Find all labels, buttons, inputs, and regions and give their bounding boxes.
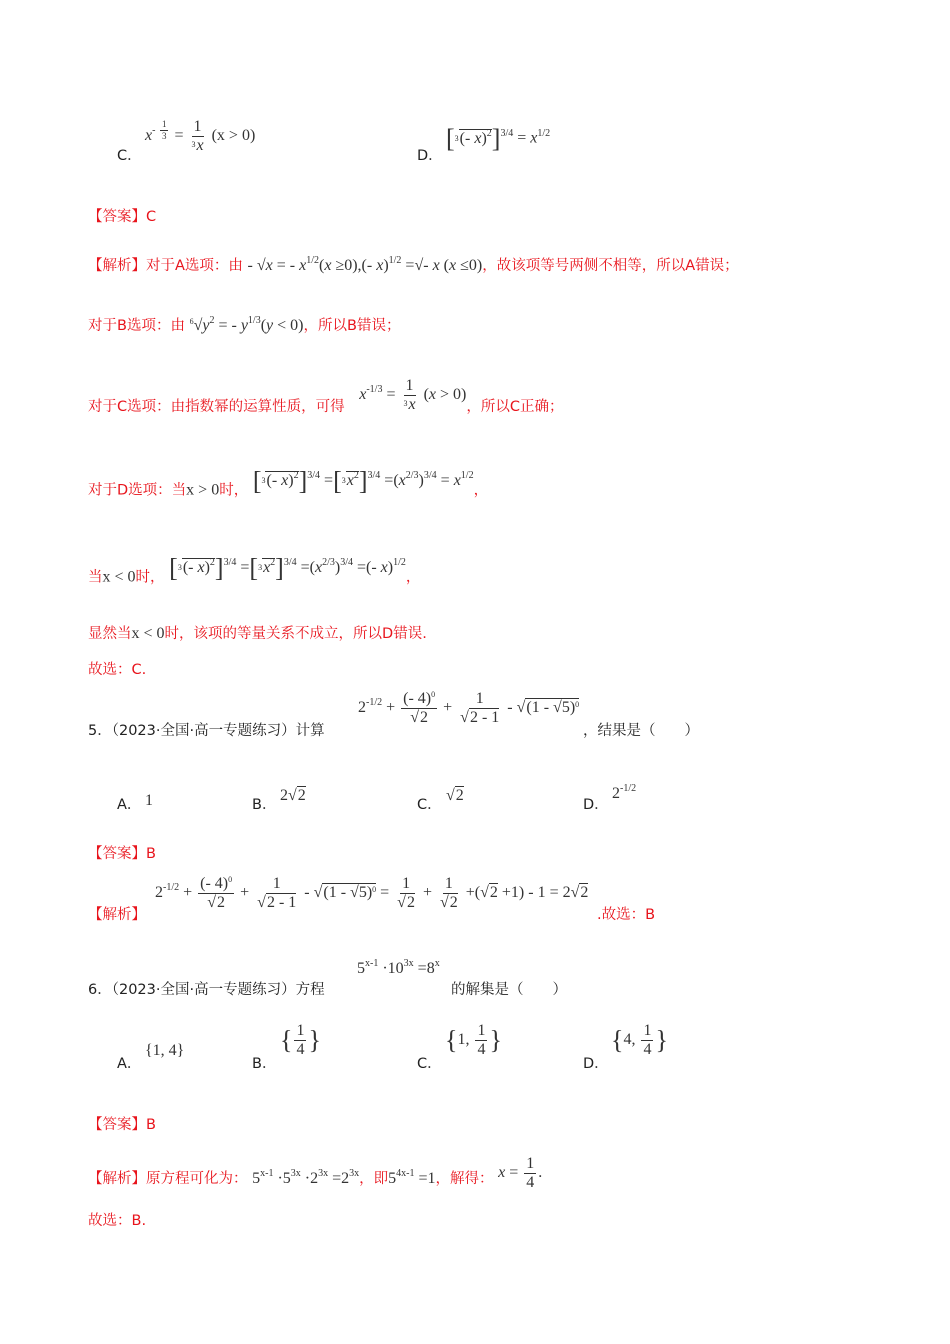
q6-option-a-label: A． [117,1056,142,1072]
q5-answer: 【答案】B [88,846,156,862]
q5-option-a-value: 1 [145,792,153,809]
q6-tail: 的解集是（ ） [451,982,567,998]
q6-answer: 【答案】B [88,1117,156,1133]
q4-conclusion: 故选：C. [88,662,147,678]
q4-analysis-line-b: 对于B选项：由 $^6√y^2$ = - $y^{1/3}(y < 0)$，所以B错误； [88,315,401,334]
q6-option-d-label: D． [583,1056,609,1072]
q6-option-b-value: { $\frac{1}{4}$ } [280,1022,321,1058]
q4-analysis-line-e: 当x < 0时， [3(- $x)^2]^{3/4} =[3x^2]^{3/4} =(x^{2/3})^{3/4}$ =(- x)$^{1/2}$， [88,553,421,586]
q6-analysis: 【解析】原方程可化为： $5^{x-1} \cdot 5^{3x} \cdot 2^{3x} =2^{3x}$，即$5^{4x-1} =1$，解得： x = $\frac{1}{4}$ . [88,1155,543,1191]
q6-option-c-label: C． [417,1056,442,1072]
q5-stem: 5．（2023·全国·高一专题练习）计算 [88,723,325,739]
q5-option-d-label: D． [583,797,609,813]
q6-equation: $5^{x-1} \cdot 10^{3x} =8^x$ [357,958,440,977]
option-d-formula: [3(- $x)^2]^{3/4} = x^{1/2}$ [446,124,551,153]
q6-stem: 6．（2023·全国·高一专题练习）方程 [88,982,325,998]
q5-option-c-label: C． [417,797,442,813]
q4-answer: 【答案】C [88,209,157,225]
option-d-label: D． [417,148,443,164]
q5-option-b-label: B． [252,797,277,813]
q4-analysis-line-a: 【解析】对于A选项：由 - √x = - $x^{1/2}(x \ge 0),(-$ x)$^{1/2}$ =√- x (x ≤0)，故该项等号两侧不相等，所以A错误； [88,255,739,274]
q5-analysis-formula: $2^{-1/2}$ + $\frac{(- 4)^0}{√2}$ + $\frac{1}{√2 - 1}$ - √(1 - √5)$^0$ = $\frac{1}{√2}$ + $\frac{1}{√2}$ +(√2 +1) - 1 = 2√2 [155,875,589,911]
q6-option-a-value: {1, 4} [145,1042,185,1059]
q6-option-c-value: {1, $\frac{1}{4}$ } [445,1022,502,1058]
q6-option-b-label: B． [252,1056,277,1072]
q5-option-a-label: A． [117,797,142,813]
option-c-label: C． [117,148,142,164]
q5-option-b-value: 2√2 [280,787,306,804]
q5-analysis-head: 【解析】 [88,907,146,923]
q4-analysis-line-c: 对于C选项：由指数幂的运算性质，可得 $x^{-1/3}$ = $\frac{1}{3x}$ (x > 0)，所以C正确； [88,377,564,416]
q5-analysis-tail: .故选：B [597,907,656,923]
option-c-formula: $x^{- \frac{1}{3}}$ = $\frac{1}{3x}$ (x > 0) [145,118,256,154]
q4-analysis-line-d: 对于D选项：当x > 0时， [3(- $x)^2]^{3/4} =[3x^2]^{3/4} =(x^{2/3})^{3/4} = x^{1/2}$， [88,466,489,499]
q5-tail: ，结果是（ ） [583,723,699,739]
q6-conclusion: 故选：B. [88,1213,147,1229]
q4-analysis-line-f: 显然当x < 0时，该项的等量关系不成立，所以D错误. [88,625,427,642]
q5-option-d-value: $2^{-1/2}$ [612,783,637,802]
q5-option-c-value: √2 [446,787,464,804]
q5-expression: $2^{-1/2}$ + $\frac{(- 4)^0}{√2}$ + $\frac{1}{√2 - 1}$ - √(1 - √5)$^0$ [358,690,580,726]
q6-option-d-value: {4, $\frac{1}{4}$ } [611,1022,668,1058]
